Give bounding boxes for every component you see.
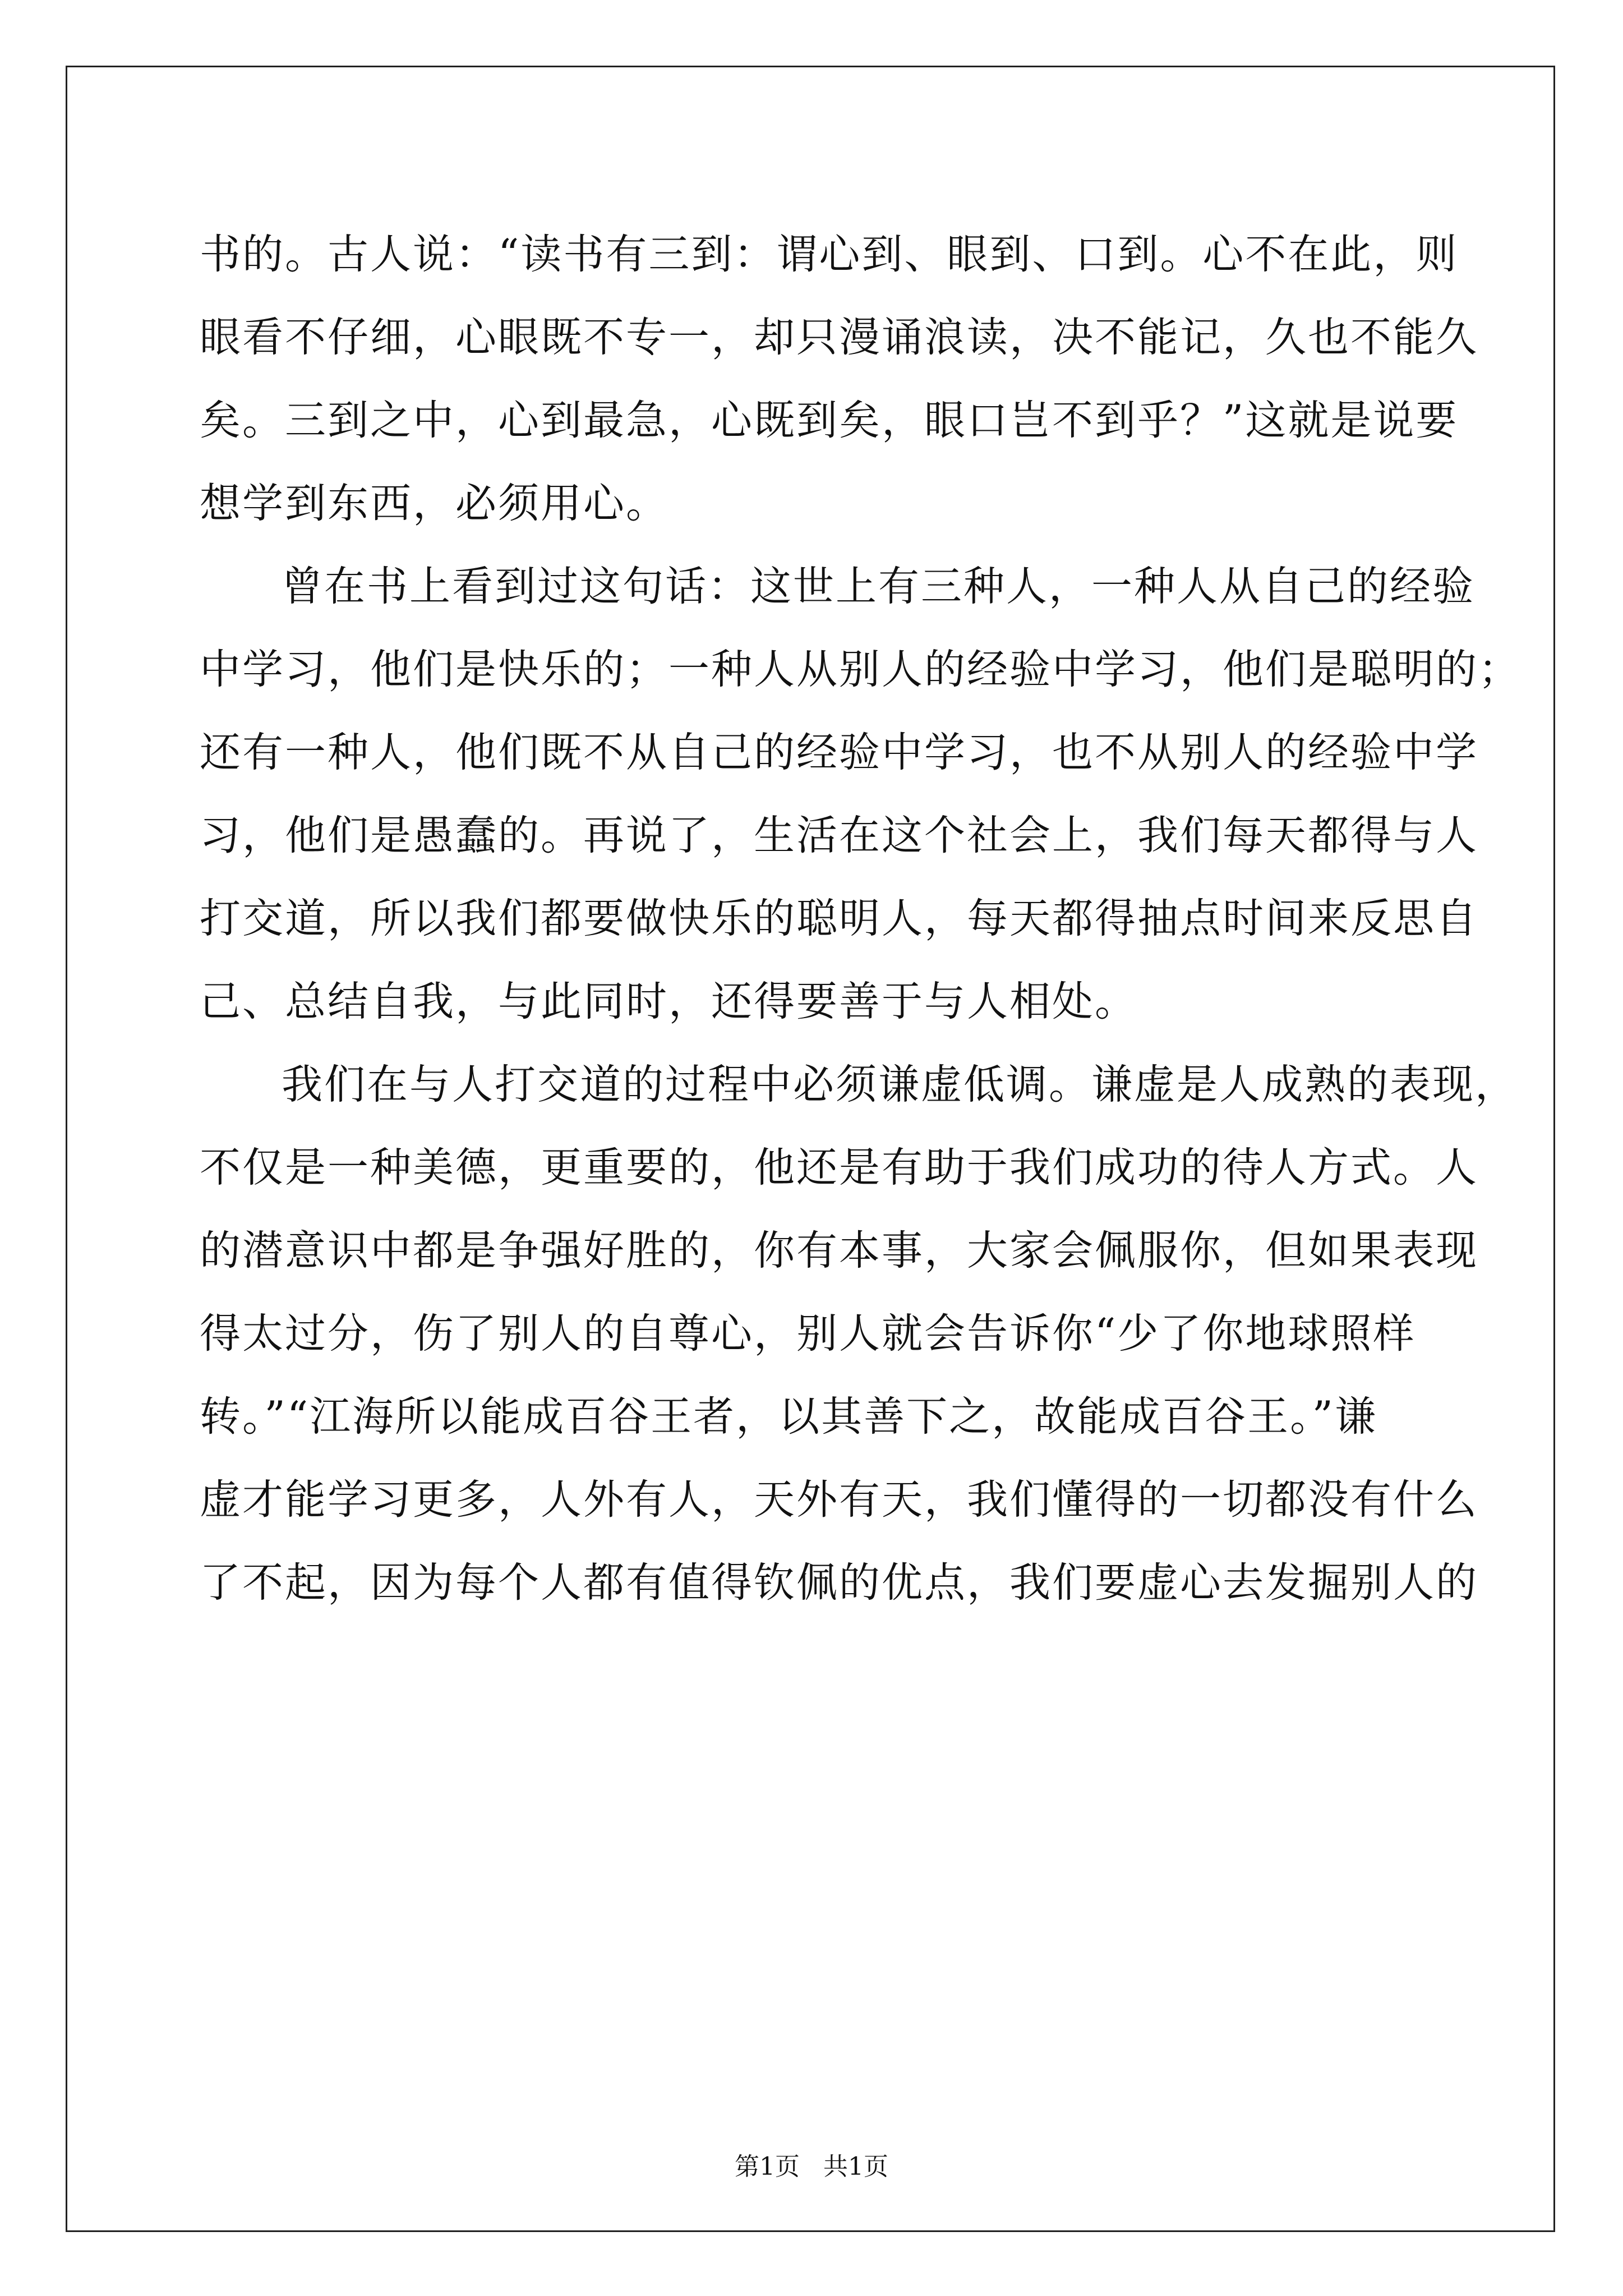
text-line: 矣。三到之中，心到最急，心既到矣，眼口岂不到乎？”这就是说要	[200, 397, 1459, 444]
text-line: 眼看不仔细，心眼既不专一，却只漫诵浪读，决不能记，久也不能久	[200, 314, 1478, 361]
paragraph-start-line: 我们在与人打交道的过程中必须谦虚低调。谦虚是人成熟的表现，	[282, 1061, 1518, 1108]
document-body	[200, 213, 1521, 1625]
text-line: 虚才能学习更多，人外有人，天外有天，我们懂得的一切都没有什么	[200, 1476, 1478, 1524]
text-line: 习，他们是愚蠢的。再说了，生活在这个社会上，我们每天都得与人	[200, 812, 1478, 859]
page-number-footer: 第1页 共1页	[735, 2152, 888, 2181]
text-line: 中学习，他们是快乐的；一种人从别人的经验中学习，他们是聪明的；	[200, 646, 1521, 693]
text-line: 书的。古人说：“读书有三到：谓心到、眼到、口到。心不在此，则	[200, 231, 1459, 278]
text-line: 不仅是一种美德，更重要的，他还是有助于我们成功的待人方式。人	[200, 1144, 1478, 1191]
text-line: 转。”“江海所以能成百谷王者，以其善下之，故能成百谷王。”谦	[200, 1393, 1377, 1441]
text-line: 得太过分，伤了别人的自尊心，别人就会告诉你“少了你地球照样	[200, 1310, 1416, 1358]
text-line: 己、总结自我，与此同时，还得要善于与人相处。	[200, 978, 1137, 1025]
text-line: 还有一种人，他们既不从自己的经验中学习，也不从别人的经验中学	[200, 729, 1478, 776]
text-line: 的潜意识中都是争强好胜的，你有本事，大家会佩服你，但如果表现	[200, 1227, 1478, 1274]
text-line: 了不起，因为每个人都有值得钦佩的优点，我们要虚心去发掘别人的	[200, 1559, 1478, 1607]
paragraph-start-line: 曾在书上看到过这句话：这世上有三种人，一种人从自己的经验	[282, 563, 1475, 610]
text-line: 打交道，所以我们都要做快乐的聪明人，每天都得抽点时间来反思自	[200, 895, 1478, 942]
text-line: 想学到东西，必须用心。	[200, 480, 668, 527]
